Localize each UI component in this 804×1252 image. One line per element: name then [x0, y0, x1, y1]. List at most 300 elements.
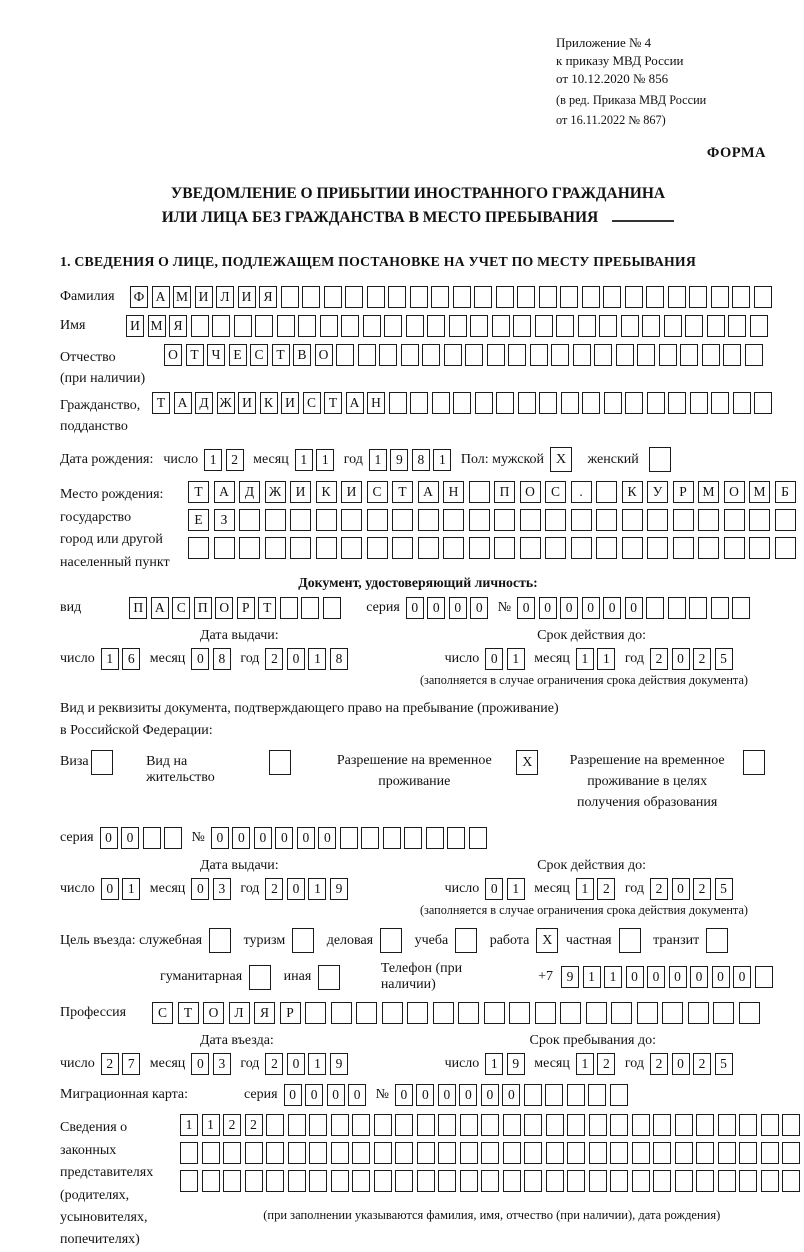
- form-cell[interactable]: О: [520, 481, 541, 503]
- form-cell[interactable]: [733, 392, 751, 414]
- form-cell[interactable]: [470, 315, 488, 337]
- form-cell[interactable]: И: [281, 392, 299, 414]
- form-cell[interactable]: 2: [265, 1053, 283, 1075]
- form-cell[interactable]: 5: [715, 878, 733, 900]
- birth-place-cells-row3[interactable]: [188, 537, 800, 559]
- form-cell[interactable]: 2: [597, 1053, 615, 1075]
- form-cell[interactable]: [475, 392, 493, 414]
- form-cell[interactable]: [556, 315, 574, 337]
- form-cell[interactable]: [395, 1114, 413, 1136]
- form-cell[interactable]: [484, 1002, 505, 1024]
- form-cell[interactable]: X: [536, 928, 558, 953]
- form-cell[interactable]: [212, 315, 230, 337]
- form-cell[interactable]: [696, 1114, 714, 1136]
- form-cell[interactable]: [383, 827, 401, 849]
- form-cell[interactable]: 9: [507, 1053, 525, 1075]
- form-cell[interactable]: [432, 392, 450, 414]
- sex-female-checkbox[interactable]: [649, 447, 675, 472]
- form-cell[interactable]: [647, 537, 668, 559]
- purpose-other-checkbox[interactable]: [318, 965, 344, 990]
- form-cell[interactable]: А: [214, 481, 235, 503]
- form-cell[interactable]: 2: [650, 648, 668, 670]
- purpose-study-checkbox[interactable]: [455, 928, 481, 953]
- form-cell[interactable]: 0: [470, 597, 488, 619]
- form-cell[interactable]: [610, 1142, 628, 1164]
- form-cell[interactable]: [673, 509, 694, 531]
- form-cell[interactable]: 6: [122, 648, 140, 670]
- form-cell[interactable]: [535, 1002, 556, 1024]
- form-cell[interactable]: [487, 344, 505, 366]
- form-cell[interactable]: П: [194, 597, 212, 619]
- form-cell[interactable]: [698, 537, 719, 559]
- form-cell[interactable]: [775, 537, 796, 559]
- form-cell[interactable]: 1: [316, 449, 334, 471]
- form-cell[interactable]: [180, 1170, 198, 1192]
- form-cell[interactable]: [188, 537, 209, 559]
- form-cell[interactable]: [460, 1170, 478, 1192]
- form-cell[interactable]: 2: [650, 878, 668, 900]
- form-cell[interactable]: [323, 597, 341, 619]
- form-cell[interactable]: [637, 1002, 658, 1024]
- form-cell[interactable]: [494, 537, 515, 559]
- form-cell[interactable]: 1: [295, 449, 313, 471]
- form-cell[interactable]: [309, 1170, 327, 1192]
- form-cell[interactable]: [596, 509, 617, 531]
- form-cell[interactable]: Л: [216, 286, 234, 308]
- right-issue-year-cells[interactable]: [265, 878, 351, 900]
- form-cell[interactable]: И: [195, 286, 213, 308]
- form-cell[interactable]: [573, 344, 591, 366]
- form-cell[interactable]: [632, 1170, 650, 1192]
- form-cell[interactable]: 2: [597, 878, 615, 900]
- form-cell[interactable]: [647, 392, 665, 414]
- form-cell[interactable]: [191, 315, 209, 337]
- form-cell[interactable]: [255, 315, 273, 337]
- form-cell[interactable]: [749, 509, 770, 531]
- form-cell[interactable]: И: [341, 481, 362, 503]
- form-cell[interactable]: 9: [561, 966, 579, 988]
- form-cell[interactable]: [649, 447, 671, 472]
- form-cell[interactable]: 8: [213, 648, 231, 670]
- form-cell[interactable]: 0: [297, 827, 315, 849]
- form-cell[interactable]: Ч: [207, 344, 225, 366]
- form-cell[interactable]: [290, 537, 311, 559]
- form-cell[interactable]: [209, 928, 231, 953]
- form-cell[interactable]: И: [238, 392, 256, 414]
- form-cell[interactable]: [535, 315, 553, 337]
- id-valid-month-cells[interactable]: [576, 648, 619, 670]
- form-cell[interactable]: [494, 509, 515, 531]
- form-cell[interactable]: 0: [502, 1084, 520, 1106]
- form-cell[interactable]: [775, 509, 796, 531]
- form-cell[interactable]: [341, 537, 362, 559]
- form-cell[interactable]: [202, 1170, 220, 1192]
- residence-permit-checkbox[interactable]: [269, 750, 295, 775]
- form-cell[interactable]: 8: [412, 449, 430, 471]
- form-cell[interactable]: [292, 928, 314, 953]
- form-cell[interactable]: [690, 392, 708, 414]
- form-cell[interactable]: [668, 392, 686, 414]
- entry-day-cells[interactable]: [101, 1053, 144, 1075]
- form-cell[interactable]: 2: [223, 1114, 241, 1136]
- form-cell[interactable]: Я: [254, 1002, 275, 1024]
- form-cell[interactable]: [443, 537, 464, 559]
- right-valid-month-cells[interactable]: [576, 878, 619, 900]
- form-cell[interactable]: П: [494, 481, 515, 503]
- form-cell[interactable]: [567, 1084, 585, 1106]
- form-cell[interactable]: [249, 965, 271, 990]
- form-cell[interactable]: [202, 1142, 220, 1164]
- purpose-tourism-checkbox[interactable]: [292, 928, 318, 953]
- form-cell[interactable]: 0: [672, 878, 690, 900]
- form-cell[interactable]: 1: [308, 1053, 326, 1075]
- form-cell[interactable]: [582, 286, 600, 308]
- form-cell[interactable]: А: [418, 481, 439, 503]
- form-cell[interactable]: 0: [416, 1084, 434, 1106]
- form-cell[interactable]: [352, 1114, 370, 1136]
- form-cell[interactable]: [625, 392, 643, 414]
- form-cell[interactable]: 0: [485, 878, 503, 900]
- form-cell[interactable]: [164, 827, 182, 849]
- form-cell[interactable]: 0: [287, 648, 305, 670]
- profession-cells[interactable]: [152, 1002, 764, 1024]
- form-cell[interactable]: 1: [204, 449, 222, 471]
- form-cell[interactable]: [610, 1170, 628, 1192]
- form-cell[interactable]: [417, 1142, 435, 1164]
- form-cell[interactable]: [743, 750, 765, 775]
- form-cell[interactable]: [410, 286, 428, 308]
- form-cell[interactable]: [524, 1084, 542, 1106]
- form-cell[interactable]: Е: [188, 509, 209, 531]
- form-cell[interactable]: 0: [232, 827, 250, 849]
- purpose-private-checkbox[interactable]: [619, 928, 645, 953]
- id-issue-day-cells[interactable]: [101, 648, 144, 670]
- form-cell[interactable]: [239, 509, 260, 531]
- form-cell[interactable]: [696, 1170, 714, 1192]
- form-cell[interactable]: [361, 827, 379, 849]
- form-cell[interactable]: 0: [712, 966, 730, 988]
- right-number-cells[interactable]: [211, 827, 491, 849]
- form-cell[interactable]: [389, 392, 407, 414]
- form-cell[interactable]: [367, 537, 388, 559]
- form-cell[interactable]: [331, 1142, 349, 1164]
- form-cell[interactable]: [589, 1170, 607, 1192]
- form-cell[interactable]: [266, 1142, 284, 1164]
- migr-series-cells[interactable]: [284, 1084, 370, 1106]
- form-cell[interactable]: [91, 750, 113, 775]
- form-cell[interactable]: [567, 1170, 585, 1192]
- form-cell[interactable]: [517, 286, 535, 308]
- sex-male-checkbox[interactable]: [550, 447, 576, 472]
- form-cell[interactable]: [524, 1142, 542, 1164]
- form-cell[interactable]: 0: [438, 1084, 456, 1106]
- form-cell[interactable]: [632, 1114, 650, 1136]
- form-cell[interactable]: 0: [459, 1084, 477, 1106]
- form-cell[interactable]: З: [214, 509, 235, 531]
- form-cell[interactable]: [675, 1142, 693, 1164]
- form-cell[interactable]: [698, 509, 719, 531]
- form-cell[interactable]: 1: [180, 1114, 198, 1136]
- form-cell[interactable]: [546, 1142, 564, 1164]
- form-cell[interactable]: [363, 315, 381, 337]
- stay-year-cells[interactable]: [650, 1053, 736, 1075]
- purpose-business-checkbox[interactable]: [380, 928, 406, 953]
- form-cell[interactable]: [406, 315, 424, 337]
- form-cell[interactable]: [689, 286, 707, 308]
- form-cell[interactable]: [749, 537, 770, 559]
- form-cell[interactable]: О: [315, 344, 333, 366]
- form-cell[interactable]: 0: [733, 966, 751, 988]
- form-cell[interactable]: Д: [195, 392, 213, 414]
- form-cell[interactable]: [374, 1114, 392, 1136]
- representatives-cells-row1[interactable]: [180, 1114, 804, 1136]
- form-cell[interactable]: С: [303, 392, 321, 414]
- form-cell[interactable]: [524, 1170, 542, 1192]
- form-cell[interactable]: 0: [318, 827, 336, 849]
- form-cell[interactable]: [578, 315, 596, 337]
- form-cell[interactable]: [288, 1142, 306, 1164]
- form-cell[interactable]: 9: [330, 878, 348, 900]
- form-cell[interactable]: 0: [254, 827, 272, 849]
- form-cell[interactable]: [586, 1002, 607, 1024]
- form-cell[interactable]: [223, 1170, 241, 1192]
- form-cell[interactable]: 3: [213, 878, 231, 900]
- form-cell[interactable]: Б: [775, 481, 796, 503]
- form-cell[interactable]: [508, 344, 526, 366]
- form-cell[interactable]: [427, 315, 445, 337]
- form-cell[interactable]: [718, 1142, 736, 1164]
- form-cell[interactable]: 2: [245, 1114, 263, 1136]
- form-cell[interactable]: [345, 286, 363, 308]
- representatives-cells-row3[interactable]: [180, 1170, 804, 1192]
- form-cell[interactable]: [341, 509, 362, 531]
- form-cell[interactable]: [449, 315, 467, 337]
- form-cell[interactable]: И: [238, 286, 256, 308]
- form-cell[interactable]: [739, 1142, 757, 1164]
- form-cell[interactable]: [388, 286, 406, 308]
- form-cell[interactable]: Т: [272, 344, 290, 366]
- form-cell[interactable]: [309, 1114, 327, 1136]
- form-cell[interactable]: [723, 344, 741, 366]
- form-cell[interactable]: [509, 1002, 530, 1024]
- form-cell[interactable]: [352, 1142, 370, 1164]
- form-cell[interactable]: [444, 344, 462, 366]
- form-cell[interactable]: К: [316, 481, 337, 503]
- right-issue-day-cells[interactable]: [101, 878, 144, 900]
- form-cell[interactable]: 2: [265, 878, 283, 900]
- form-cell[interactable]: [438, 1114, 456, 1136]
- form-cell[interactable]: [395, 1170, 413, 1192]
- form-cell[interactable]: О: [203, 1002, 224, 1024]
- form-cell[interactable]: 1: [583, 966, 601, 988]
- representatives-cells-row2[interactable]: [180, 1142, 804, 1164]
- form-cell[interactable]: [589, 1142, 607, 1164]
- form-cell[interactable]: [518, 392, 536, 414]
- form-cell[interactable]: [469, 537, 490, 559]
- form-cell[interactable]: [453, 392, 471, 414]
- form-cell[interactable]: [367, 509, 388, 531]
- form-cell[interactable]: С: [545, 481, 566, 503]
- form-cell[interactable]: [404, 827, 422, 849]
- form-cell[interactable]: [688, 1002, 709, 1024]
- birth-year-cells[interactable]: [369, 449, 455, 471]
- form-cell[interactable]: [331, 1170, 349, 1192]
- form-cell[interactable]: [545, 537, 566, 559]
- phone-cells[interactable]: [561, 966, 776, 988]
- form-cell[interactable]: [438, 1170, 456, 1192]
- form-cell[interactable]: 0: [669, 966, 687, 988]
- doc-number-cells[interactable]: [517, 597, 754, 619]
- form-cell[interactable]: И: [290, 481, 311, 503]
- form-cell[interactable]: [739, 1002, 760, 1024]
- form-cell[interactable]: [331, 1002, 352, 1024]
- citizenship-cells[interactable]: [152, 392, 776, 414]
- form-cell[interactable]: [616, 344, 634, 366]
- form-cell[interactable]: [546, 1170, 564, 1192]
- form-cell[interactable]: 0: [287, 878, 305, 900]
- form-cell[interactable]: 1: [507, 878, 525, 900]
- form-cell[interactable]: [374, 1170, 392, 1192]
- form-cell[interactable]: [582, 392, 600, 414]
- form-cell[interactable]: Р: [280, 1002, 301, 1024]
- form-cell[interactable]: [761, 1142, 779, 1164]
- stay-month-cells[interactable]: [576, 1053, 619, 1075]
- form-cell[interactable]: [469, 509, 490, 531]
- form-cell[interactable]: [659, 344, 677, 366]
- form-cell[interactable]: [739, 1170, 757, 1192]
- form-cell[interactable]: 0: [121, 827, 139, 849]
- form-cell[interactable]: 7: [122, 1053, 140, 1075]
- visa-checkbox[interactable]: [91, 750, 117, 775]
- form-cell[interactable]: X: [550, 447, 572, 472]
- form-cell[interactable]: 1: [507, 648, 525, 670]
- form-cell[interactable]: [453, 286, 471, 308]
- form-cell[interactable]: 2: [693, 1053, 711, 1075]
- form-cell[interactable]: [180, 1142, 198, 1164]
- form-cell[interactable]: [675, 1170, 693, 1192]
- form-cell[interactable]: [417, 1114, 435, 1136]
- form-cell[interactable]: [223, 1142, 241, 1164]
- form-cell[interactable]: 5: [715, 1053, 733, 1075]
- form-cell[interactable]: [341, 315, 359, 337]
- form-cell[interactable]: [422, 344, 440, 366]
- form-cell[interactable]: [265, 509, 286, 531]
- form-cell[interactable]: [596, 481, 617, 503]
- form-cell[interactable]: [318, 965, 340, 990]
- form-cell[interactable]: 0: [449, 597, 467, 619]
- form-cell[interactable]: 1: [308, 648, 326, 670]
- form-cell[interactable]: А: [346, 392, 364, 414]
- form-cell[interactable]: [546, 1114, 564, 1136]
- form-cell[interactable]: [596, 537, 617, 559]
- form-cell[interactable]: [689, 597, 707, 619]
- birth-day-cells[interactable]: [204, 449, 247, 471]
- form-cell[interactable]: О: [724, 481, 745, 503]
- form-cell[interactable]: [426, 827, 444, 849]
- form-cell[interactable]: [469, 481, 490, 503]
- form-cell[interactable]: [496, 392, 514, 414]
- form-cell[interactable]: 2: [265, 648, 283, 670]
- form-cell[interactable]: [610, 1084, 628, 1106]
- form-cell[interactable]: 0: [211, 827, 229, 849]
- form-cell[interactable]: У: [647, 481, 668, 503]
- form-cell[interactable]: 1: [101, 648, 119, 670]
- form-cell[interactable]: [418, 537, 439, 559]
- form-cell[interactable]: [653, 1114, 671, 1136]
- form-cell[interactable]: [481, 1114, 499, 1136]
- birth-place-cells-row2[interactable]: [188, 509, 800, 531]
- form-cell[interactable]: К: [260, 392, 278, 414]
- form-cell[interactable]: [728, 315, 746, 337]
- form-cell[interactable]: А: [152, 286, 170, 308]
- form-cell[interactable]: [711, 392, 729, 414]
- form-cell[interactable]: X: [516, 750, 538, 775]
- form-cell[interactable]: Е: [229, 344, 247, 366]
- form-cell[interactable]: [266, 1170, 284, 1192]
- form-cell[interactable]: Ж: [265, 481, 286, 503]
- form-cell[interactable]: [711, 597, 729, 619]
- form-cell[interactable]: [761, 1170, 779, 1192]
- form-cell[interactable]: 0: [647, 966, 665, 988]
- form-cell[interactable]: [653, 1142, 671, 1164]
- form-cell[interactable]: 1: [576, 1053, 594, 1075]
- form-cell[interactable]: [245, 1170, 263, 1192]
- form-cell[interactable]: С: [367, 481, 388, 503]
- form-cell[interactable]: [234, 315, 252, 337]
- form-cell[interactable]: [305, 1002, 326, 1024]
- id-issue-year-cells[interactable]: [265, 648, 351, 670]
- form-cell[interactable]: 0: [517, 597, 535, 619]
- form-cell[interactable]: [380, 928, 402, 953]
- form-cell[interactable]: [481, 1142, 499, 1164]
- form-cell[interactable]: [239, 537, 260, 559]
- form-cell[interactable]: Т: [178, 1002, 199, 1024]
- right-valid-day-cells[interactable]: [485, 878, 528, 900]
- form-cell[interactable]: 1: [604, 966, 622, 988]
- form-cell[interactable]: 0: [191, 1053, 209, 1075]
- patronymic-cells[interactable]: [164, 344, 766, 366]
- form-cell[interactable]: [567, 1114, 585, 1136]
- form-cell[interactable]: [460, 1142, 478, 1164]
- form-cell[interactable]: [379, 344, 397, 366]
- temp-residence-checkbox[interactable]: [516, 750, 542, 775]
- form-cell[interactable]: [653, 1170, 671, 1192]
- form-cell[interactable]: [384, 315, 402, 337]
- form-cell[interactable]: Я: [169, 315, 187, 337]
- form-cell[interactable]: [277, 315, 295, 337]
- form-cell[interactable]: [433, 1002, 454, 1024]
- form-cell[interactable]: [680, 344, 698, 366]
- form-cell[interactable]: 0: [690, 966, 708, 988]
- form-cell[interactable]: [417, 1170, 435, 1192]
- form-cell[interactable]: М: [173, 286, 191, 308]
- form-cell[interactable]: [724, 509, 745, 531]
- form-cell[interactable]: С: [152, 1002, 173, 1024]
- form-cell[interactable]: И: [126, 315, 144, 337]
- form-cell[interactable]: [622, 509, 643, 531]
- form-cell[interactable]: [707, 315, 725, 337]
- form-cell[interactable]: [706, 928, 728, 953]
- form-cell[interactable]: [782, 1170, 800, 1192]
- form-cell[interactable]: [603, 286, 621, 308]
- form-cell[interactable]: 0: [481, 1084, 499, 1106]
- form-cell[interactable]: [696, 1142, 714, 1164]
- form-cell[interactable]: [545, 1084, 563, 1106]
- form-cell[interactable]: [316, 537, 337, 559]
- form-cell[interactable]: 0: [625, 597, 643, 619]
- form-cell[interactable]: [340, 827, 358, 849]
- birth-month-cells[interactable]: [295, 449, 338, 471]
